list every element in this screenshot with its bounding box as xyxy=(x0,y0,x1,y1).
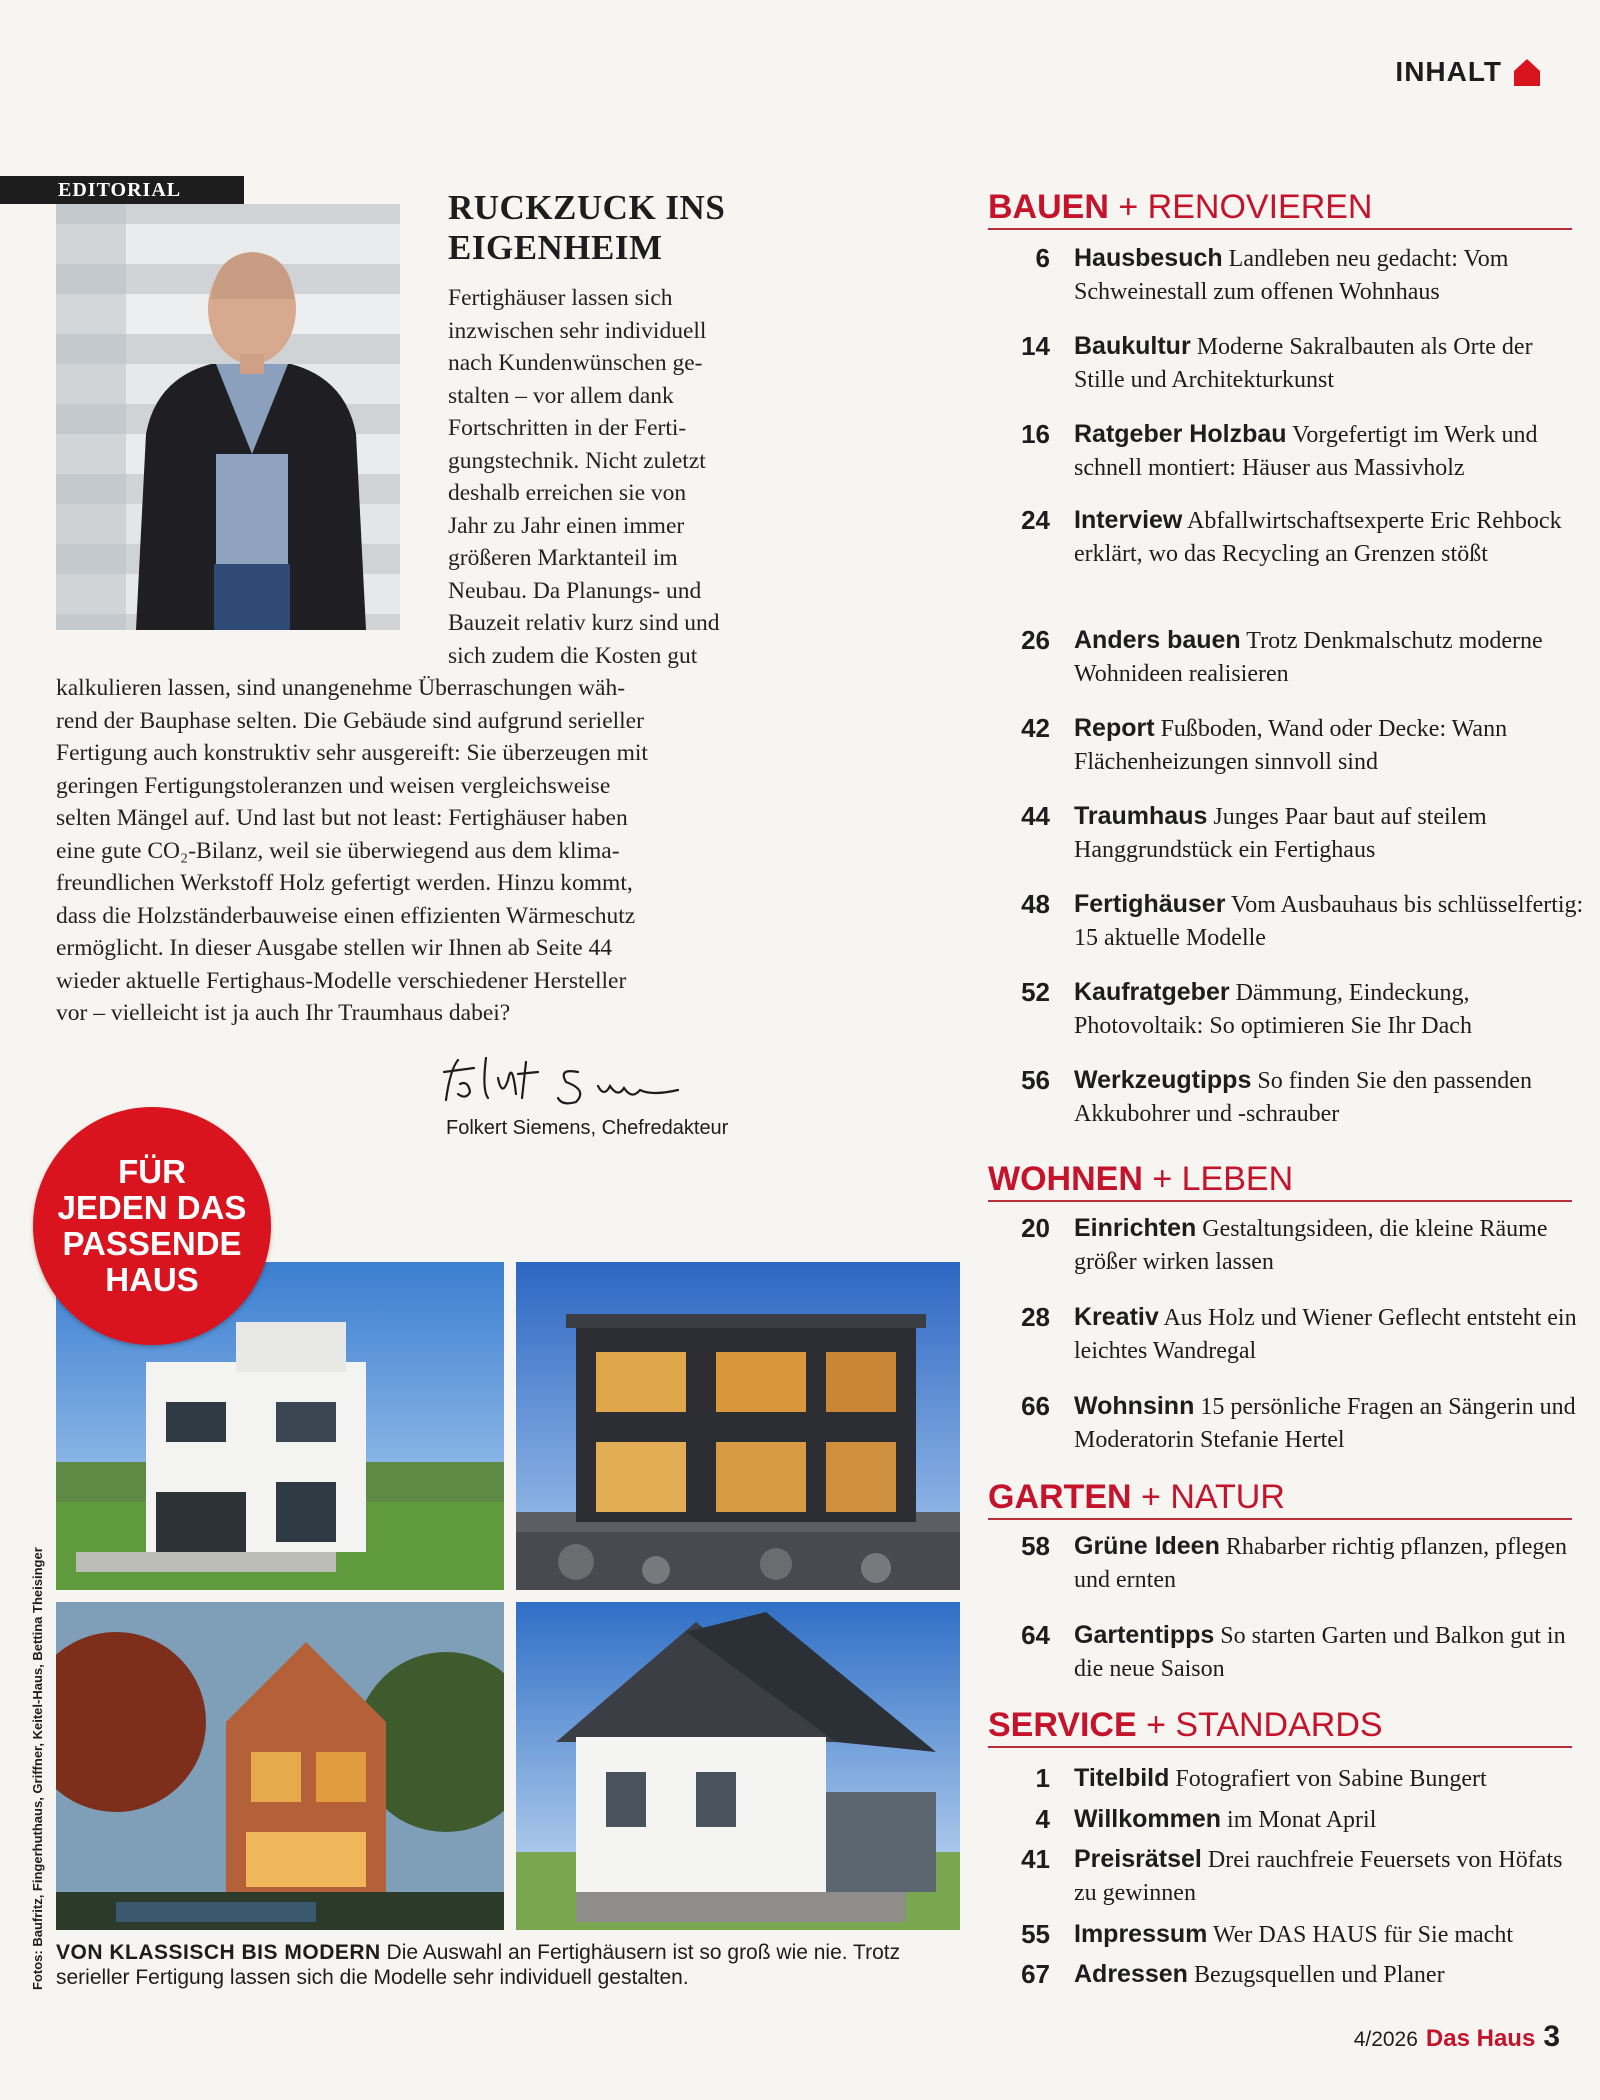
editorial-line: rend der Bauphase selten. Die Gebäude sind aufgrund serieller xyxy=(56,707,644,734)
section-header xyxy=(1395,56,1542,88)
editorial-line: Fortschritten in der Ferti- xyxy=(448,415,687,441)
section-plus: + xyxy=(1142,1160,1182,1198)
toc-page-number: 24 xyxy=(1021,505,1050,535)
toc-keyword: Fertighäuser xyxy=(1074,890,1226,918)
toc-page-number: 4 xyxy=(1035,1804,1050,1834)
caption-heading: VON KLASSISCH BIS MODERN xyxy=(56,1941,381,1964)
section-title-sub: NATUR xyxy=(1170,1478,1285,1516)
house-photo-3 xyxy=(56,1602,504,1930)
toc-description: Vorgefertigt im Werk und schnell montiert: Häuser aus Massivholz xyxy=(1074,422,1538,481)
toc-description: Aus Holz und Wiener Geflecht entsteht ein leichtes Wandregal xyxy=(1074,1305,1577,1364)
editorial-line: geringen Fertigungstoleranzen und weisen vergleichsweise xyxy=(56,772,611,799)
toc-keyword: Ratgeber Holzbau xyxy=(1074,420,1287,448)
section-plus: + xyxy=(1131,1478,1171,1516)
toc-entry[interactable] xyxy=(988,712,1588,779)
editor-portrait xyxy=(56,204,400,630)
magazine-name: Das Haus xyxy=(1425,2025,1536,2052)
toc-entry[interactable] xyxy=(988,1390,1588,1457)
editorial-tag: EDITORIAL xyxy=(0,176,244,204)
toc-description: Abfallwirtschaftsexperte Eric Rehbock erklärt, wo das Recycling an Grenzen stößt xyxy=(1074,508,1562,567)
toc-entry[interactable] xyxy=(988,1212,1588,1279)
toc-page-number: 42 xyxy=(1021,713,1050,743)
toc-description: im Monat April xyxy=(1221,1807,1377,1833)
editorial-line: Fertighäuser lassen sich xyxy=(448,285,673,311)
toc-page-number: 67 xyxy=(1021,1959,1050,1989)
toc-description: Moderne Sakralbauten als Orte der Stille und Architekturkunst xyxy=(1074,334,1533,393)
toc-description: Gestaltungsideen, die kleine Räume größer wirken lassen xyxy=(1074,1216,1548,1275)
toc-page-number: 28 xyxy=(1021,1302,1050,1332)
toc-entry[interactable] xyxy=(988,418,1588,485)
toc-entry[interactable] xyxy=(988,1843,1588,1910)
caption-text: Die Auswahl an Fertighäusern ist so groß wie nie. Trotz serieller Fertigung lassen sich die Modelle sehr individuell gestalten. xyxy=(56,1941,901,1989)
toc-entry[interactable] xyxy=(988,1918,1588,1952)
toc-page-number: 56 xyxy=(1021,1065,1050,1095)
editorial-line: eine gute CO₂-Bilanz, weil sie überwiegend aus dem klima- xyxy=(56,837,620,864)
editorial-line: größeren Marktanteil im xyxy=(448,545,678,571)
editorial-line: gungstechnik. Nicht zuletzt xyxy=(448,447,706,474)
section-plus: + xyxy=(1136,1706,1176,1744)
editorial-line: wieder aktuelle Fertighaus-Modelle verschiedener Hersteller xyxy=(56,967,627,994)
toc-entry[interactable] xyxy=(988,624,1588,691)
signature-name: Folkert Siemens, Chefredakteur xyxy=(446,1117,729,1139)
editorial-text-narrow xyxy=(448,282,719,672)
toc-page-number: 16 xyxy=(1021,419,1050,449)
badge-line: JEDEN DAS xyxy=(57,1189,247,1226)
editorial-line: Fertigung auch konstruktiv sehr ausgereift: Sie überzeugen mit xyxy=(56,740,648,766)
toc-entry[interactable] xyxy=(988,1619,1588,1686)
editorial-line: inzwischen sehr individuell xyxy=(448,317,707,344)
editorial-line: vor – vielleicht ist ja auch Ihr Traumhaus dabei? xyxy=(56,1000,511,1026)
toc-description: Wer DAS HAUS für Sie macht xyxy=(1207,1922,1513,1948)
photo-credit: Fotos: Baufritz, Fingerhuthaus, Griffner, Keitel-Haus, Bettina Theisinger xyxy=(30,1547,45,1990)
toc-description: So starten Garten und Balkon gut in die neue Saison xyxy=(1074,1623,1566,1682)
photo-caption xyxy=(56,1940,936,1990)
toc-entry[interactable] xyxy=(988,242,1588,309)
editorial-line: stalten – vor allem dank xyxy=(448,382,674,409)
toc-description: 15 persönliche Fragen an Sängerin und Moderatorin Stefanie Hertel xyxy=(1074,1394,1576,1453)
page-footer xyxy=(1354,2020,1560,2054)
toc-entry[interactable] xyxy=(988,1958,1588,1992)
section-title-sub: LEBEN xyxy=(1181,1160,1294,1198)
section-title-main: GARTEN xyxy=(988,1478,1132,1516)
toc-section-service xyxy=(988,1706,1572,1748)
badge-line: PASSENDE xyxy=(62,1225,242,1262)
toc-entry[interactable] xyxy=(988,976,1588,1043)
editorial-title xyxy=(448,188,808,268)
section-title-sub: RENOVIEREN xyxy=(1147,188,1373,226)
editorial-title-line: EIGENHEIM xyxy=(448,228,663,267)
editorial-line: freundlichen Werkstoff Holz gefertigt werden. Hinzu kommt, xyxy=(56,870,633,896)
editorial-line: dass die Holzständerbauweise einen effizienten Wärmeschutz xyxy=(56,902,636,929)
toc-keyword: Report xyxy=(1074,714,1155,742)
editorial-line: ermöglicht. In dieser Ausgabe stellen wir Ihnen ab Seite 44 xyxy=(56,935,613,961)
editorial-line: kalkulieren lassen, sind unangenehme Überraschungen wäh- xyxy=(56,675,626,701)
editorial-title-line: RUCKZUCK INS xyxy=(448,188,726,227)
editorial-line: sich zudem die Kosten gut xyxy=(448,642,698,669)
toc-keyword: Hausbesuch xyxy=(1074,244,1223,272)
editorial-line: nach Kundenwünschen ge- xyxy=(448,350,703,376)
toc-keyword: Preisrätsel xyxy=(1074,1845,1202,1873)
toc-entry[interactable] xyxy=(988,888,1588,955)
editorial-line: selten Mängel auf. Und last but not least: Fertighäuser haben xyxy=(56,805,628,831)
toc-keyword: Willkommen xyxy=(1074,1805,1222,1833)
toc-description: So finden Sie den passenden Akkubohrer und -schrauber xyxy=(1074,1068,1532,1127)
toc-keyword: Baukultur xyxy=(1074,332,1191,360)
page-number: 3 xyxy=(1543,2020,1560,2053)
toc-page-number: 52 xyxy=(1021,977,1050,1007)
badge-line: FÜR xyxy=(118,1153,186,1190)
toc-page-number: 26 xyxy=(1021,625,1050,655)
toc-page-number: 58 xyxy=(1021,1531,1050,1561)
toc-keyword: Gartentipps xyxy=(1074,1621,1215,1649)
section-label: INHALT xyxy=(1395,56,1502,87)
editorial-text-wide xyxy=(56,672,648,1030)
toc-entry[interactable] xyxy=(988,1762,1588,1796)
toc-description: Dämmung, Eindeckung, Photovoltaik: So optimieren Sie Ihr Dach xyxy=(1074,980,1472,1039)
section-title-main: BAUEN xyxy=(988,188,1109,226)
toc-entry[interactable] xyxy=(988,1530,1588,1597)
toc-keyword: Kaufratgeber xyxy=(1074,978,1230,1006)
toc-keyword: Traumhaus xyxy=(1074,802,1208,830)
toc-entry[interactable] xyxy=(988,330,1588,397)
toc-page-number: 1 xyxy=(1035,1763,1050,1793)
section-title-sub: STANDARDS xyxy=(1175,1706,1383,1744)
toc-section-garten xyxy=(988,1478,1572,1520)
editorial-line: Neubau. Da Planungs- und xyxy=(448,577,702,604)
toc-keyword: Werkzeugtipps xyxy=(1074,1066,1252,1094)
toc-description: Junges Paar baut auf steilem Hanggrundstück ein Fertighaus xyxy=(1074,804,1487,863)
toc-description: Rhabarber richtig pflanzen, pflegen und ernten xyxy=(1074,1534,1568,1593)
toc-page-number: 55 xyxy=(1021,1919,1050,1949)
toc-keyword: Impressum xyxy=(1074,1920,1208,1948)
issue-number: 4/2026 xyxy=(1353,2028,1418,2051)
toc-keyword: Anders bauen xyxy=(1074,626,1241,654)
editorial-line: deshalb erreichen sie von xyxy=(448,480,687,506)
toc-page-number: 44 xyxy=(1021,801,1050,831)
toc-description: Fotografiert von Sabine Bungert xyxy=(1169,1766,1487,1792)
toc-description: Landleben neu gedacht: Vom Schweinestall zum offenen Wohnhaus xyxy=(1074,246,1509,305)
toc-keyword: Interview xyxy=(1074,506,1183,534)
toc-page-number: 20 xyxy=(1021,1213,1050,1243)
toc-keyword: Adressen xyxy=(1074,1960,1188,1988)
toc-description: Trotz Denkmalschutz moderne Wohnideen realisieren xyxy=(1074,628,1543,687)
promo-badge xyxy=(33,1107,271,1345)
toc-section-bauen xyxy=(988,188,1572,230)
toc-section-wohnen xyxy=(988,1160,1572,1202)
toc-keyword: Einrichten xyxy=(1074,1214,1197,1242)
toc-page-number: 66 xyxy=(1021,1391,1050,1421)
toc-entry[interactable] xyxy=(988,1301,1588,1368)
toc-description: Bezugsquellen und Planer xyxy=(1187,1962,1445,1988)
section-title-main: WOHNEN xyxy=(988,1160,1143,1198)
toc-keyword: Wohnsinn xyxy=(1074,1392,1195,1420)
toc-description: Fußboden, Wand oder Decke: Wann Flächenheizungen sinnvoll sind xyxy=(1074,716,1508,775)
toc-page-number: 41 xyxy=(1021,1844,1050,1874)
signature xyxy=(438,1050,778,1120)
toc-keyword: Titelbild xyxy=(1074,1764,1170,1792)
toc-keyword: Kreativ xyxy=(1074,1303,1159,1331)
toc-entry[interactable] xyxy=(988,1803,1588,1837)
section-plus: + xyxy=(1108,188,1148,226)
badge-line: HAUS xyxy=(105,1261,199,1298)
house-photo-2 xyxy=(516,1262,960,1590)
house-icon xyxy=(1512,57,1542,87)
section-title-main: SERVICE xyxy=(988,1706,1137,1744)
editorial-line: Jahr zu Jahr einen immer xyxy=(448,512,685,539)
toc-keyword: Grüne Ideen xyxy=(1074,1532,1220,1560)
toc-page-number: 48 xyxy=(1021,889,1050,919)
toc-description: Drei rauchfreie Feuersets von Höfats zu gewinnen xyxy=(1074,1847,1563,1906)
editorial-line: Bauzeit relativ kurz sind und xyxy=(448,610,720,636)
toc-page-number: 64 xyxy=(1021,1620,1050,1650)
toc-entry[interactable] xyxy=(988,800,1588,867)
toc-page-number: 6 xyxy=(1035,243,1050,273)
toc-page-number: 14 xyxy=(1021,331,1050,361)
toc-description: Vom Ausbauhaus bis schlüsselfertig: 15 aktuelle Modelle xyxy=(1074,892,1584,951)
toc-entry[interactable] xyxy=(988,504,1588,571)
house-photo-4 xyxy=(516,1602,960,1930)
toc-entry[interactable] xyxy=(988,1064,1588,1131)
